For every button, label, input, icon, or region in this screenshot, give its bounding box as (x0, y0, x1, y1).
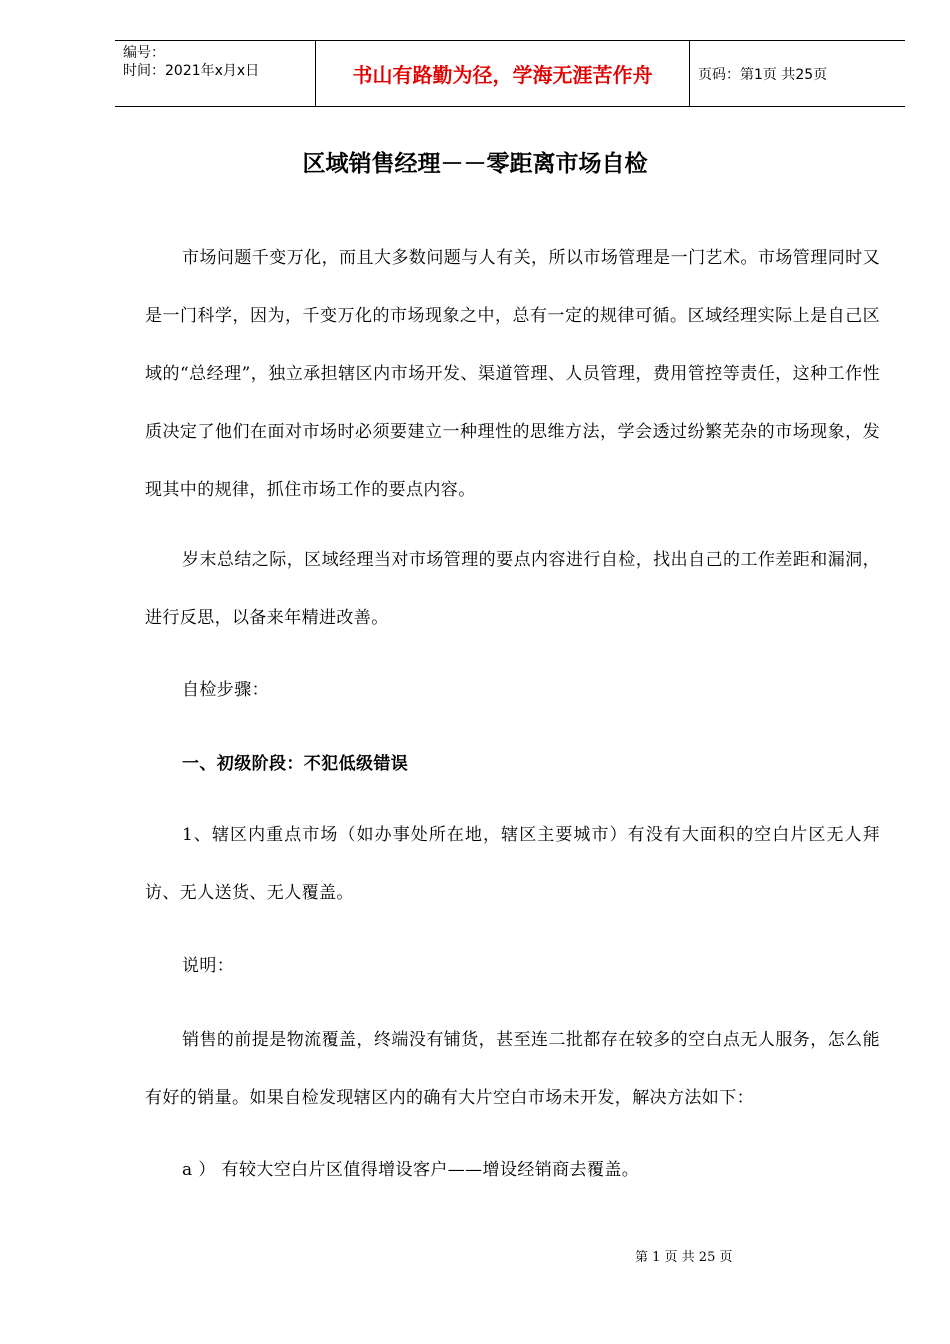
paragraph-note-label: 说明： (182, 956, 235, 976)
section-heading: 一、初级阶段：不犯低级错误 (182, 754, 409, 774)
header-page-info: 页码：第1页 共25页 (698, 66, 828, 83)
paragraph-intro: 市场问题千变万化，而且大多数问题与人有关，所以市场管理是一门艺术。市场管理同时又是一门科学，因为，千变万化的市场现象之中，总有一定的规律可循。区域经理实际上是自己区域的“总经理”，独立承担辖区内市场开发、渠道管理、人员管理，费用管控等责任，这种工作性质决定了他们在面对市场时必须要建立一种理性的思维方法，学会透过纷繁芜杂的市场现象，发现其中的规律，抓住市场工作的要点内容。 (145, 248, 880, 500)
document-title: 区域销售经理－－零距离市场自检 (302, 151, 648, 177)
page-header (115, 40, 905, 107)
page-footer: 第 1 页 共 25 页 (635, 1250, 733, 1265)
number-label: 编号： (123, 45, 165, 61)
header-meta (115, 41, 316, 106)
paragraph-steps-label: 自检步骤： (182, 680, 269, 700)
paragraph-item-1: 1、辖区内重点市场（如办事处所在地，辖区主要城市）有没有大面积的空白片区无人拜访、无人送货、无人覆盖。 (145, 825, 880, 903)
paragraph-summary: 岁末总结之际，区域经理当对市场管理的要点内容进行自检，找出自己的工作差距和漏洞，进行反思，以备来年精进改善。 (145, 550, 880, 628)
time-label: 时间：2021年x月x日 (123, 63, 260, 79)
paragraph-option-a: a ） 有较大空白片区值得增设客户——增设经销商去覆盖。 (182, 1160, 640, 1180)
paragraph-explanation: 销售的前提是物流覆盖，终端没有铺货，甚至连二批都存在较多的空白点无人服务，怎么能有好的销量。如果自检发现辖区内的确有大片空白市场未开发，解决方法如下： (145, 1030, 880, 1108)
header-motto: 书山有路勤为径，学海无涯苦作舟 (316, 41, 690, 106)
